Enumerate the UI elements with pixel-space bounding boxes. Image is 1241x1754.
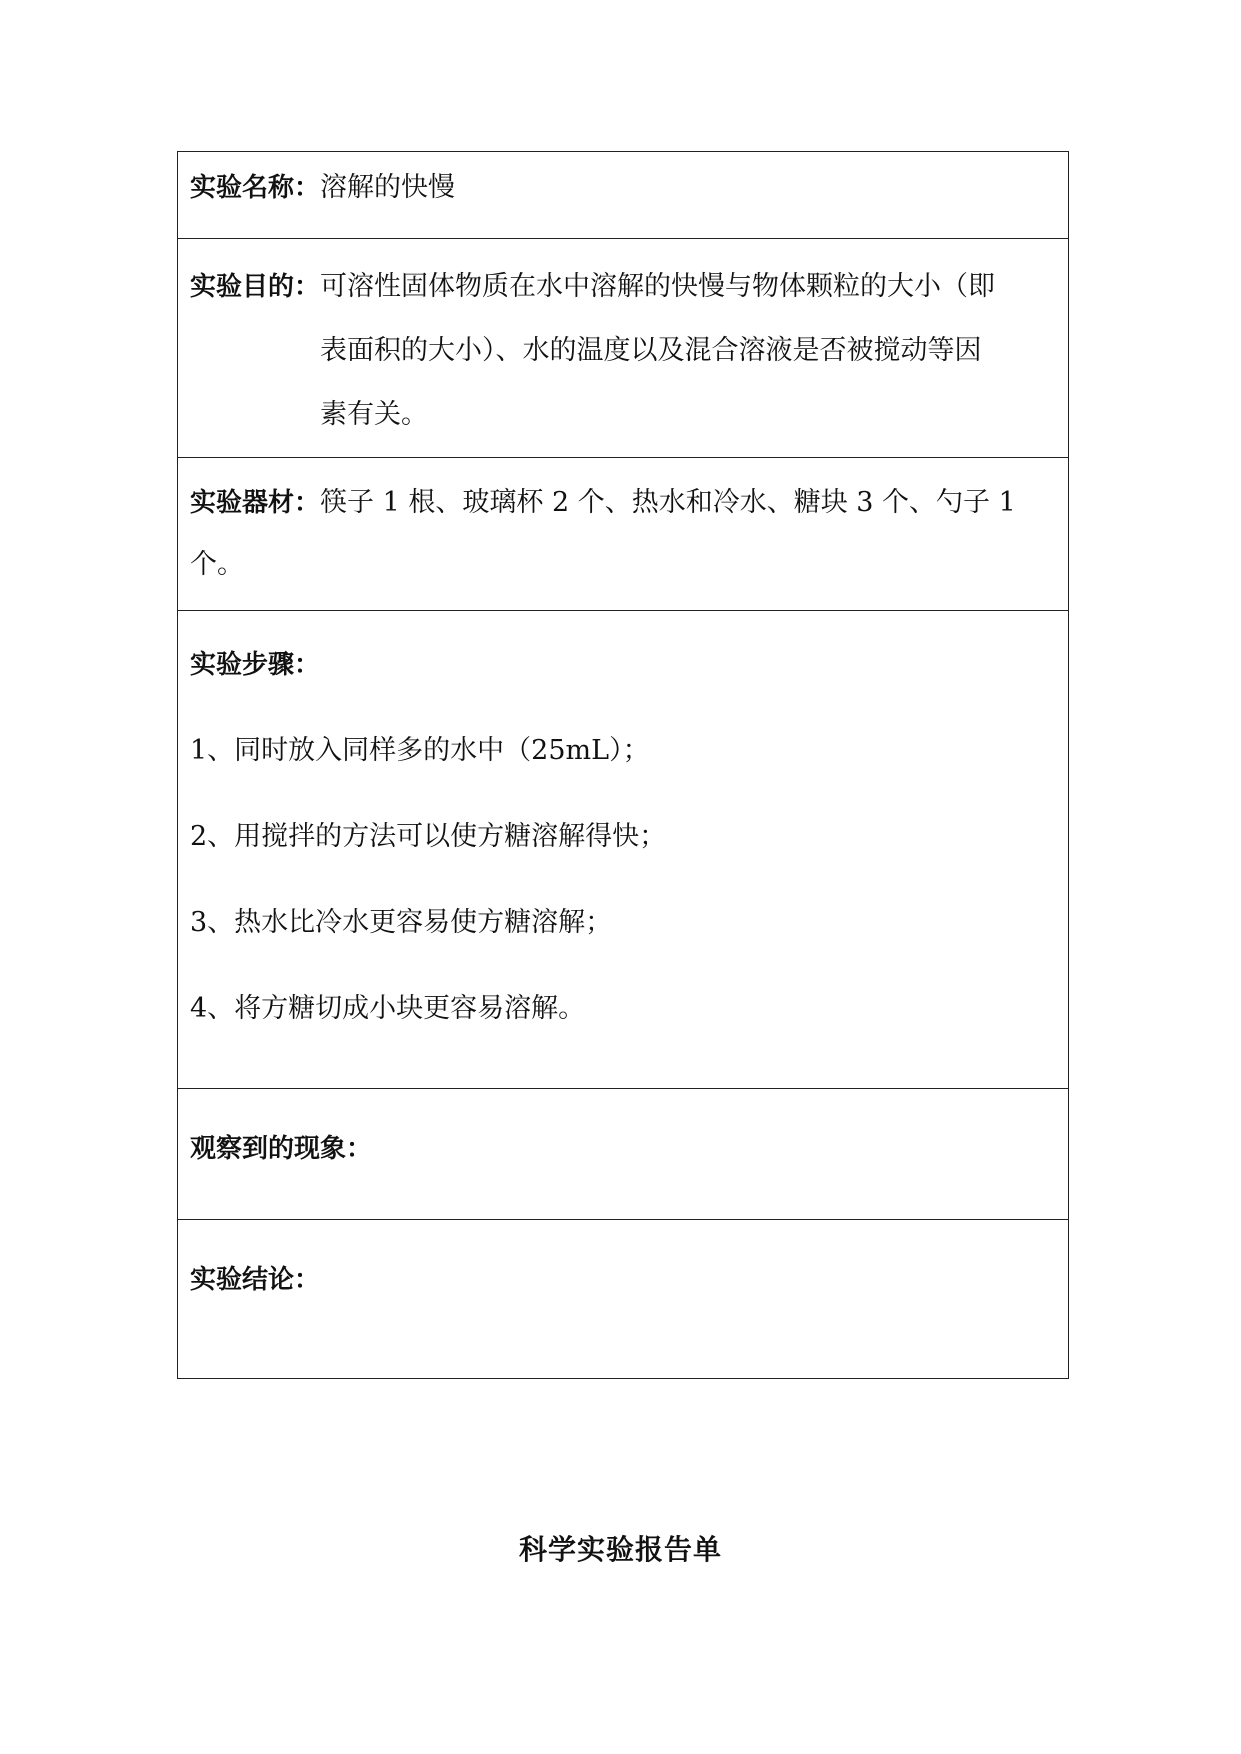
step-item-2: 2、用搅拌的方法可以使方糖溶解得快； — [190, 821, 667, 852]
experiment-purpose-text — [320, 255, 995, 447]
experiment-name-value: 溶解的快慢 — [320, 172, 456, 203]
purpose-line-3: 素有关。 — [320, 399, 429, 430]
row-experiment-name — [178, 152, 1069, 239]
experiment-name-label: 实验名称： — [190, 173, 321, 203]
report-sheet-title: 科学实验报告单 — [518, 1533, 722, 1566]
experiment-purpose-label: 实验目的： — [190, 272, 321, 302]
row-experiment-purpose — [178, 239, 1069, 458]
step-item-1: 1、同时放入同样多的水中（25mL）； — [190, 735, 650, 766]
row-experiment-steps — [178, 611, 1069, 1089]
experiment-report-table — [177, 151, 1069, 1379]
row-conclusion — [178, 1220, 1069, 1379]
experiment-steps-label: 实验步骤： — [190, 650, 321, 680]
step-item-4: 4、将方糖切成小块更容易溶解。 — [190, 993, 586, 1024]
row-experiment-materials — [178, 458, 1069, 611]
experiment-materials-value: 筷子 1 根、玻璃杯 2 个、热水和冷水、糖块 3 个、勺子 1 个。 — [190, 487, 1016, 580]
conclusion-label: 实验结论： — [190, 1265, 321, 1295]
purpose-line-1: 可溶性固体物质在水中溶解的快慢与物体颗粒的大小（即 — [320, 271, 996, 302]
purpose-line-2: 表面积的大小）、水的温度以及混合溶液是否被搅动等因 — [320, 335, 982, 366]
step-item-3: 3、热水比冷水更容易使方糖溶解； — [190, 907, 613, 938]
experiment-materials-label: 实验器材： — [190, 488, 321, 518]
observation-label: 观察到的现象： — [190, 1134, 373, 1164]
row-observation — [178, 1089, 1069, 1220]
